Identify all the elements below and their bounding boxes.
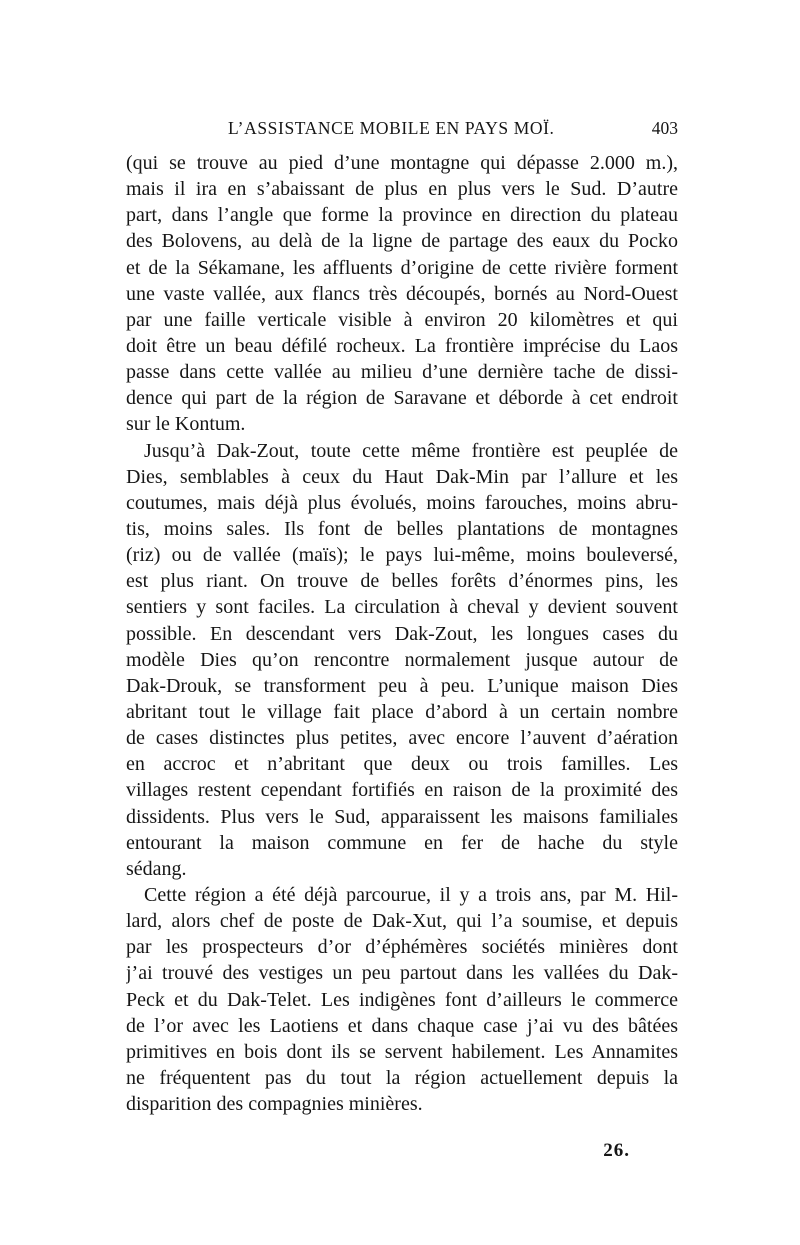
text-line: passe dans cette vallée au milieu d’une dernière tache de dissi-: [126, 361, 678, 384]
text-line: Dies, semblables à ceux du Haut Dak-Min par l’allure et les: [126, 465, 678, 488]
text-line: coutumes, mais déjà plus évolués, moins farouches, moins abru-: [126, 491, 678, 514]
text-line: tis, moins sales. Ils font de belles plantations de montagnes: [126, 517, 678, 540]
body-text: [126, 150, 678, 1117]
text-line: Dak-Drouk, se transforment peu à peu. L’unique maison Dies: [126, 674, 678, 697]
text-line: sentiers y sont faciles. La circulation à cheval y devient souvent: [126, 596, 678, 619]
text-line: j’ai trouvé des vestiges un peu partout dans les vallées du Dak-: [126, 962, 678, 985]
text-line: par une faille verticale visible à environ 20 kilomètres et qui: [126, 308, 678, 331]
text-line: par les prospecteurs d’or d’éphémères sociétés minières dont: [126, 936, 678, 959]
text-line: sédang.: [126, 857, 187, 880]
running-head: [126, 118, 678, 142]
text-line: Peck et du Dak-Telet. Les indigènes font d’ailleurs le commerce: [126, 988, 678, 1011]
text-line: dissidents. Plus vers le Sud, apparaissent les maisons familiales: [126, 805, 678, 828]
text-line: (qui se trouve au pied d’une montagne qui dépasse 2.000 m.),: [126, 152, 678, 174]
text-line: lard, alors chef de poste de Dak-Xut, qui l’a soumise, et depuis: [126, 910, 678, 933]
text-line: primitives en bois dont ils se servent habilement. Les Annamites: [126, 1040, 678, 1063]
text-line: en accroc et n’abritant que deux ou trois familles. Les: [126, 753, 678, 776]
text-line: (riz) ou de vallée (maïs); le pays lui-même, moins bouleversé,: [126, 544, 678, 567]
text-line: sur le Kontum.: [126, 413, 246, 436]
text-line: part, dans l’angle que forme la province en direction du plateau: [126, 204, 678, 227]
signature-mark: 26.: [603, 1140, 630, 1161]
text-line: et de la Sékamane, les affluents d’origine de cette rivière forment: [126, 256, 678, 279]
text-line: des Bolovens, au delà de la ligne de partage des eaux du Pocko: [126, 230, 678, 253]
page-number: 403: [651, 118, 678, 138]
text-line: entourant la maison commune en fer de hache du style: [126, 831, 678, 854]
text-line: ne fréquentent pas du tout la région actuellement depuis la: [126, 1066, 678, 1089]
text-line: une vaste vallée, aux flancs très découpés, bornés au Nord-Ouest: [126, 282, 678, 305]
text-line: abritant tout le village fait place d’abord à un certain nombre: [126, 700, 678, 723]
text-line: est plus riant. On trouve de belles forêts d’énormes pins, les: [126, 570, 678, 593]
text-line: possible. En descendant vers Dak-Zout, les longues cases du: [126, 622, 678, 645]
text-line: de cases distinctes plus petites, avec encore l’auvent d’aération: [126, 727, 678, 750]
text-line: disparition des compagnies minières.: [126, 1093, 423, 1116]
running-title: L’ASSISTANCE MOBILE EN PAYS MOÏ.: [228, 118, 555, 138]
text-line: Jusqu’à Dak-Zout, toute cette même frontière est peuplée de: [144, 439, 678, 462]
text-line: dence qui part de la région de Saravane et déborde à cet endroit: [126, 387, 678, 410]
text-line: doit être un beau défilé rocheux. La frontière imprécise du Laos: [126, 334, 678, 357]
text-line: villages restent cependant fortifiés en raison de la proximité des: [126, 779, 678, 802]
text-line: de l’or avec les Laotiens et dans chaque case j’ai vu des bâtées: [126, 1014, 678, 1037]
text-line: Cette région a été déjà parcourue, il y a trois ans, par M. Hil-: [144, 883, 678, 906]
text-line: modèle Dies qu’on rencontre normalement jusque autour de: [126, 648, 678, 671]
text-line: mais il ira en s’abaissant de plus en plus vers le Sud. D’autre: [126, 178, 678, 201]
